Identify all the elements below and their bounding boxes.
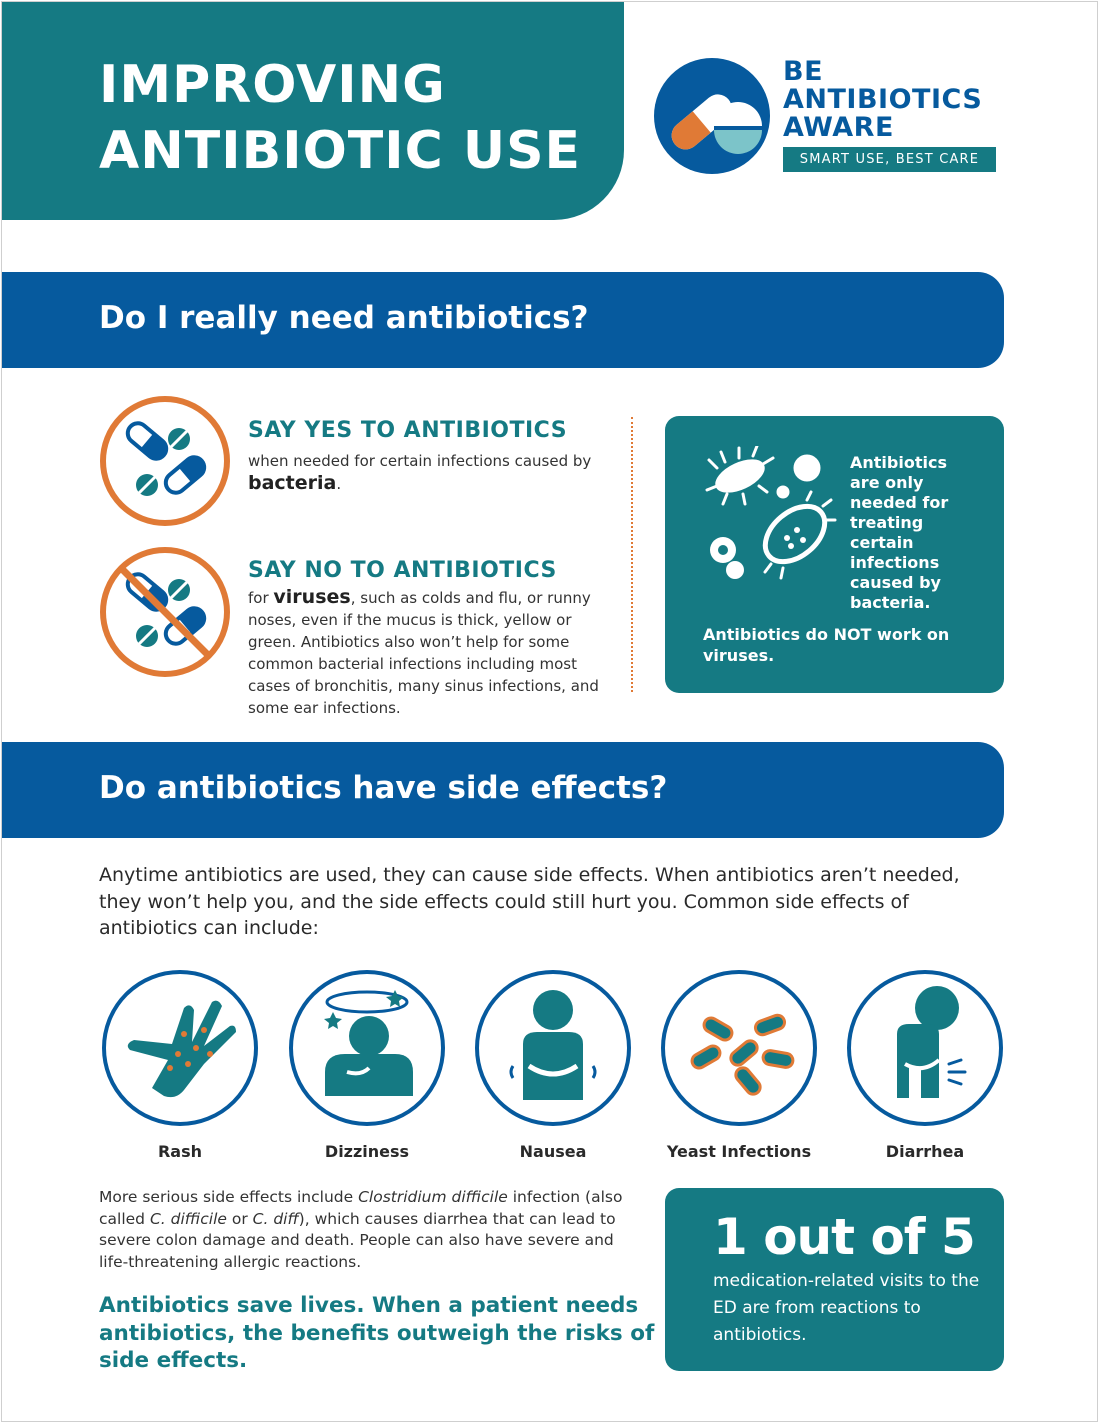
effect-label-nausea: Nausea bbox=[519, 1142, 587, 1161]
statistic-box bbox=[665, 1188, 1004, 1371]
logo-wordmark bbox=[783, 58, 982, 142]
save-lives-callout: Antibiotics save lives. When a patient needs antibiotics, the benefits outweigh the risks of side effects. bbox=[99, 1293, 655, 1373]
effect-yeast-infections bbox=[657, 968, 821, 1161]
effect-label-dizziness: Dizziness bbox=[324, 1142, 410, 1161]
say-no-title: SAY NO TO ANTIBIOTICS bbox=[248, 558, 557, 583]
say-yes-text-post: . bbox=[336, 475, 342, 493]
dotted-divider bbox=[631, 417, 633, 692]
section-2-banner bbox=[2, 742, 1004, 838]
pills-icon bbox=[99, 395, 231, 527]
logo-line-2: ANTIBIOTICS bbox=[783, 84, 983, 115]
statistic-number: 1 out of 5 bbox=[713, 1208, 975, 1266]
title-line-2: ANTIBIOTIC USE bbox=[99, 121, 582, 181]
info-box-bold-text: Antibiotics are only needed for treating certain infections caused by bacteria. bbox=[850, 453, 949, 612]
effect-nausea bbox=[471, 968, 635, 1161]
info-box-note: Antibiotics do NOT work on viruses. bbox=[703, 625, 950, 665]
rash-icon bbox=[100, 968, 260, 1128]
diarrhea-icon bbox=[845, 968, 1005, 1128]
effect-rash bbox=[98, 968, 262, 1161]
say-no-bold: viruses bbox=[273, 586, 351, 608]
say-yes-bold: bacteria bbox=[248, 472, 337, 494]
serious-italic-2: C. difficile bbox=[149, 1209, 227, 1228]
serious-italic-3: C. diff bbox=[252, 1209, 299, 1228]
logo-line-3: AWARE bbox=[783, 112, 894, 143]
say-no-text-post: , such as colds and flu, or runny noses, even if the mucus is thick, yellow or green. Antibiotics also won’t help for some common bacterial infections including most cases of bronchitis, many sinus infections, and some ear infections. bbox=[248, 589, 599, 717]
nausea-icon bbox=[473, 968, 633, 1128]
side-effects-intro: Anytime antibiotics are used, they can cause side effects. When antibiotics aren’t needed, they won’t help you, and the side effects could still hurt you. Common side effects of antibiotics can include: bbox=[99, 864, 960, 939]
serious-text-2: infection (also called bbox=[99, 1188, 623, 1228]
serious-text-1: More serious side effects include bbox=[99, 1188, 359, 1206]
say-yes-title: SAY YES TO ANTIBIOTICS bbox=[248, 418, 568, 443]
serious-text-4: ), which causes diarrhea that can lead to severe colon damage and death. People can also have severe and life-threatening allergic reactions. bbox=[99, 1209, 616, 1271]
fact-sheet-page bbox=[1, 1, 1098, 1422]
say-yes-text bbox=[248, 450, 603, 495]
section-1-heading: Do I really need antibiotics? bbox=[99, 300, 589, 336]
effect-diarrhea bbox=[843, 968, 1007, 1161]
serious-italic-1: Clostridium difficile bbox=[358, 1188, 508, 1206]
section-1-banner bbox=[2, 272, 1004, 368]
no-pills-icon bbox=[99, 546, 231, 678]
logo-line-1: BE bbox=[783, 56, 824, 87]
title-line-1: IMPROVING bbox=[99, 55, 446, 115]
logo-tagline: SMART USE, BEST CARE bbox=[783, 147, 996, 172]
section-2-heading: Do antibiotics have side effects? bbox=[99, 770, 668, 806]
effect-label-diarrhea: Diarrhea bbox=[885, 1142, 965, 1161]
serious-text-3: or bbox=[226, 1209, 253, 1228]
yeast-icon bbox=[659, 968, 819, 1128]
page-title bbox=[99, 52, 581, 184]
effect-label-rash: Rash bbox=[157, 1142, 203, 1161]
say-no-text-pre: for bbox=[248, 589, 274, 607]
serious-side-effects-text bbox=[99, 1187, 644, 1273]
germs-icon bbox=[695, 446, 845, 586]
dizziness-icon bbox=[287, 968, 447, 1128]
bacteria-info-box bbox=[665, 416, 1004, 693]
effect-label-yeast-infections: Yeast Infections bbox=[666, 1142, 812, 1161]
say-no-text bbox=[248, 586, 618, 719]
effect-dizziness bbox=[285, 968, 449, 1161]
say-yes-text-pre: when needed for certain infections caused by bbox=[248, 452, 592, 470]
statistic-text: medication-related visits to the ED are from reactions to antibiotics. bbox=[713, 1271, 980, 1345]
pill-logo-icon bbox=[654, 58, 770, 174]
header-banner bbox=[2, 2, 624, 220]
